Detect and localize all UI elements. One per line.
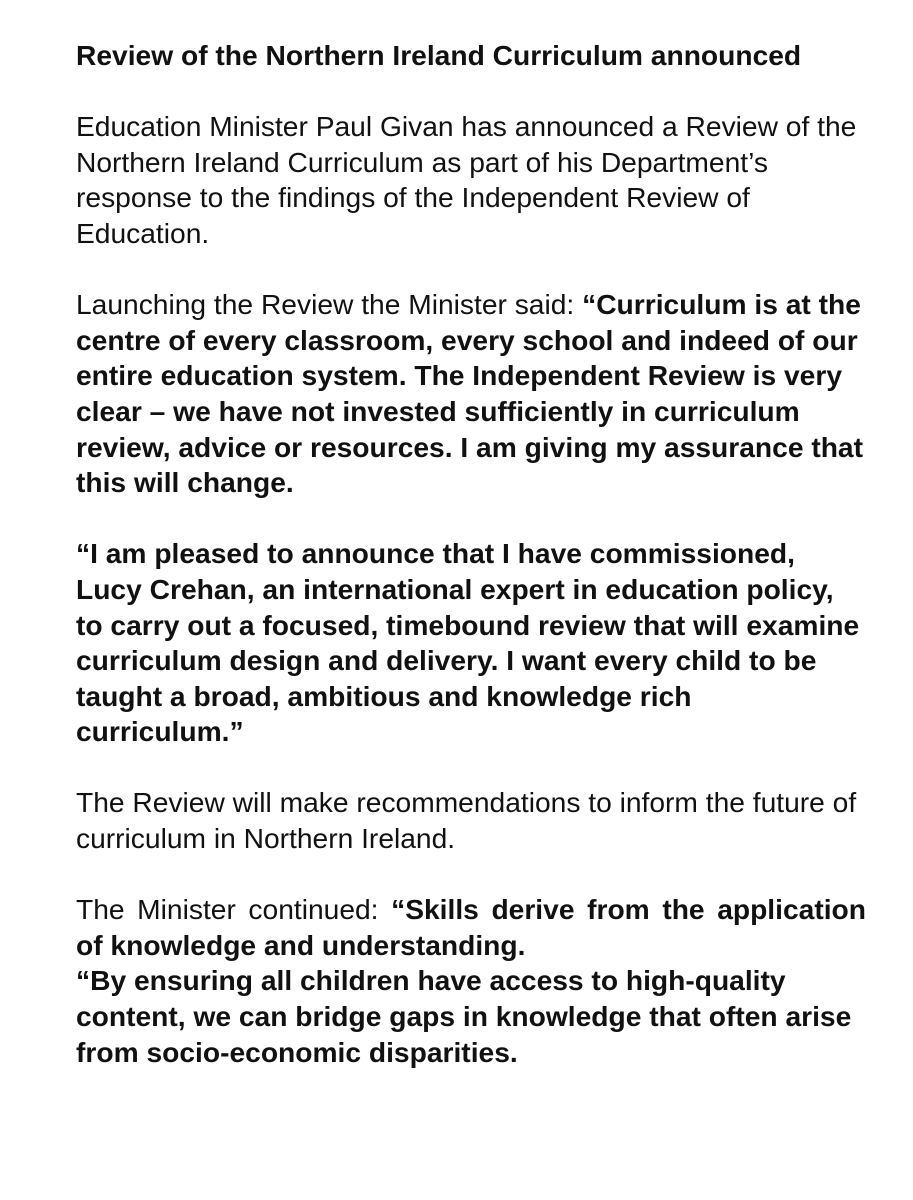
- headline: Review of the Northern Ireland Curriculum announced: [76, 39, 802, 71]
- commission-paragraph: [76, 536, 866, 750]
- minister-quote: “Curriculum is at the centre of every classroom, every school and indeed of our entire education system. The Independent Review is very clear – we have not invested sufficiently in curriculum review, advice or resources. I am giving my assurance that this will change.: [76, 288, 863, 499]
- access-quote: “By ensuring all children have access to high-quality content, we can bridge gaps in knowledge that often arise from socio-economic disparities.: [76, 964, 852, 1068]
- commission-quote-start: “I am pleased to announce that I have commissioned, Lucy Crehan: [76, 537, 795, 605]
- quote-intro: Launching the Review the Minister said:: [76, 288, 583, 321]
- access-paragraph: [76, 963, 866, 1070]
- skills-paragraph: [76, 892, 866, 963]
- continued-intro: The Minister continued:: [76, 893, 392, 926]
- press-release: [76, 38, 866, 1070]
- commission-quote-end: , an international expert in education policy, to carry out a focused, timebound review that will examine curriculum design and delivery. I want every child to be taught a broad, ambitious and knowledge rich curriculum.”: [76, 572, 860, 748]
- skills-quote: “Skills derive from the application of knowledge and understanding.: [76, 893, 866, 961]
- minister-quote-paragraph: [76, 287, 866, 501]
- intro-paragraph: Education Minister Paul Givan has announced a Review of the Northern Ireland Curriculum as part of his Department’s response to the findings of the Independent Review of Education.: [76, 110, 857, 249]
- recommendations-paragraph: The Review will make recommendations to inform the future of curriculum in Northern Ireland.: [76, 786, 857, 855]
